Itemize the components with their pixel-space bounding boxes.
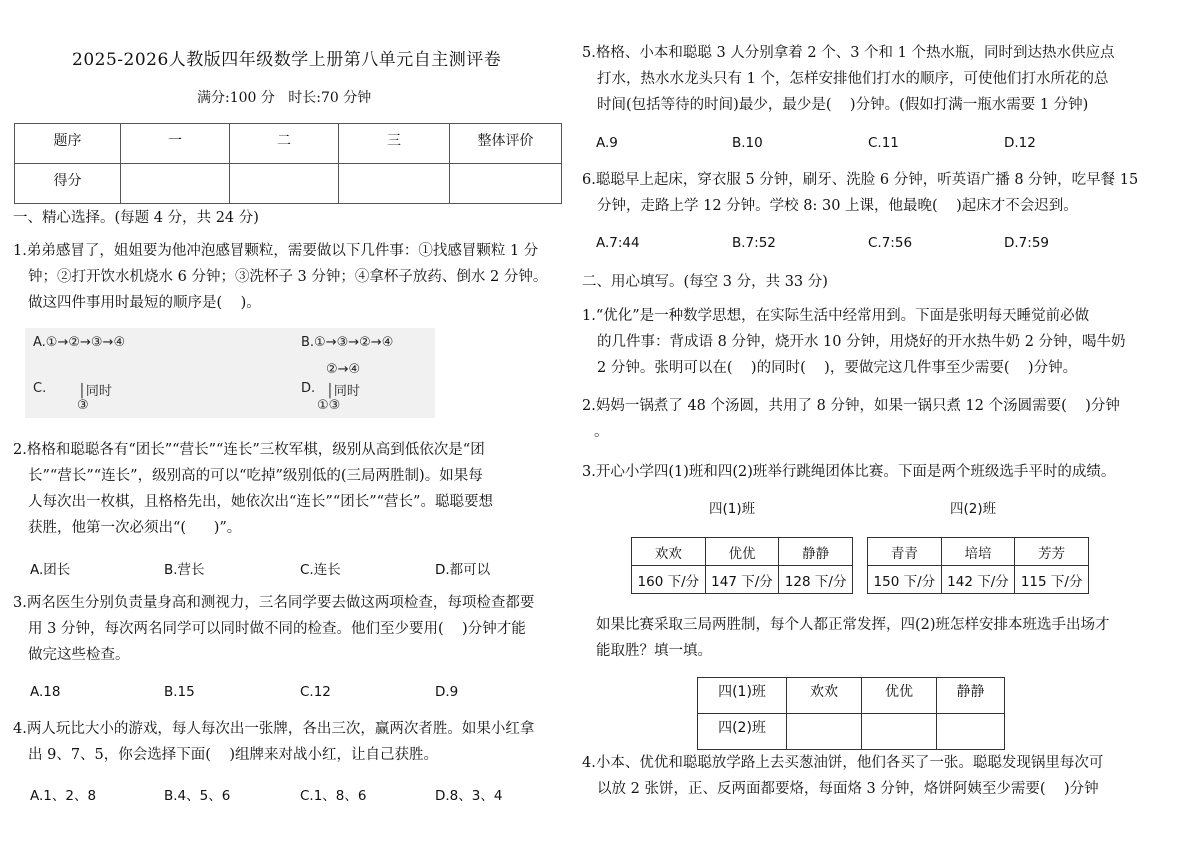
score-input-cell[interactable] xyxy=(450,164,562,204)
q5-option-c[interactable]: C.11 xyxy=(868,135,899,151)
student-score: 150 下/分 xyxy=(868,566,942,594)
student-score: 147 下/分 xyxy=(705,566,779,594)
question-line: 分钟，走路上学 12 分钟。学校 8: 30 上课，他最晚( )起床才不会迟到。 xyxy=(597,198,1078,214)
question-line: 做这四件事用时最短的顺序是( )。 xyxy=(28,295,261,311)
score-header-cell: 三 xyxy=(339,124,450,164)
q1-option-a[interactable]: A.①→②→③→④ xyxy=(33,335,126,350)
lineup-cell: 优优 xyxy=(862,678,937,714)
q5-option-d[interactable]: D.12 xyxy=(1004,135,1036,151)
score-input-cell[interactable] xyxy=(339,164,450,204)
question-3 xyxy=(13,590,534,668)
question-line: 用 3 分钟，每次两名同学可以同时做不同的检查。他们至少要用( )分钟才能 xyxy=(28,621,526,637)
lineup-answer-cell[interactable] xyxy=(862,714,937,750)
question-line: 1.弟弟感冒了，姐姐要为他冲泡感冒颗粒，需要做以下几件事：①找感冒颗粒 1 分 xyxy=(13,243,539,259)
question-line: 。 xyxy=(594,424,609,440)
question-line: 5.格格、小本和聪聪 3 人分别拿着 2 个、3 个和 1 个热水瓶，同时到达热水供应点 xyxy=(582,45,1115,61)
question-line: 2.妈妈一锅煮了 48 个汤圆，共用了 8 分钟，如果一锅只煮 12 个汤圆需要( )分钟 xyxy=(582,398,1120,414)
q6-option-c[interactable]: C.7:56 xyxy=(868,235,913,251)
lineup-cell: 欢欢 xyxy=(787,678,862,714)
q6-option-b[interactable]: B.7:52 xyxy=(732,235,776,251)
q3-option-a[interactable]: A.18 xyxy=(30,684,61,700)
question-line: 如果比赛采取三局两胜制，每个人都正常发挥，四(2)班怎样安排本班选手出场才 xyxy=(596,617,1110,633)
q6-option-a[interactable]: A.7:44 xyxy=(596,235,640,251)
q6-option-d[interactable]: D.7:59 xyxy=(1004,235,1050,251)
section1-heading: 一、精心选择。(每题 4 分，共 24 分) xyxy=(13,210,259,226)
question-line: 出 9、7、5，你会选择下面( )组牌来对战小红，让自己获胜。 xyxy=(28,747,439,763)
lineup-answer-cell[interactable] xyxy=(787,714,862,750)
question-line: 打水，热水水龙头只有 1 个，怎样安排他们打水的顺序，可使他们打水所花的总 xyxy=(597,71,1109,87)
student-name: 优优 xyxy=(705,538,779,566)
q1-option-c-bottom: ③ xyxy=(77,398,89,413)
q1-options-figure xyxy=(25,328,435,418)
fill-question-1 xyxy=(582,303,1126,381)
section2-heading: 二、用心填写。(每空 3 分，共 33 分) xyxy=(582,274,828,290)
student-name: 培培 xyxy=(941,538,1015,566)
q3-option-d[interactable]: D.9 xyxy=(435,684,459,700)
q3-option-c[interactable]: C.12 xyxy=(300,684,331,700)
question-line: 4.两人玩比大小的游戏，每人每次出一张牌，各出三次，赢两次者胜。如果小红拿 xyxy=(13,721,535,737)
question-line: 长”“营长”“连长”，级别高的可以“吃掉”级别低的(三局两胜制)。如果每 xyxy=(28,468,483,484)
question-line: 能取胜？填一填。 xyxy=(596,643,712,659)
score-header-cell: 二 xyxy=(230,124,339,164)
score-row-label: 得分 xyxy=(15,164,121,204)
q1-option-d-top: ②→④ xyxy=(326,362,361,377)
question-6 xyxy=(582,167,1138,219)
q5-option-a[interactable]: A.9 xyxy=(596,135,618,151)
q1-option-d-bottom: ①③ xyxy=(317,398,341,413)
student-score: 115 下/分 xyxy=(1015,566,1089,594)
question-line: 做完这些检查。 xyxy=(28,647,130,663)
question-5 xyxy=(582,40,1115,118)
student-name: 芳芳 xyxy=(1015,538,1089,566)
question-4 xyxy=(13,716,534,768)
q4-option-d[interactable]: D.8、3、4 xyxy=(435,788,503,804)
question-line: 1.“优化”是一种数学思想，在实际生活中经常用到。下面是张明每天睡觉前必做 xyxy=(582,308,1090,324)
q2-option-c[interactable]: C.连长 xyxy=(300,562,341,578)
score-header-cell: 整体评价 xyxy=(450,124,562,164)
student-score: 142 下/分 xyxy=(941,566,1015,594)
student-score: 160 下/分 xyxy=(632,566,706,594)
question-line: 的几件事：背成语 8 分钟，烧开水 10 分钟，用烧好的开水热牛奶 2 分钟，喝牛奶 xyxy=(597,334,1126,350)
class1-score-table xyxy=(631,537,853,594)
question-line: 人每次出一枚棋，且格格先出，她依次出“连长”“团长”“营长”。聪聪要想 xyxy=(28,494,493,510)
score-header-cell: 一 xyxy=(121,124,230,164)
q2-option-b[interactable]: B.营长 xyxy=(164,562,205,578)
student-name: 欢欢 xyxy=(632,538,706,566)
question-line: 获胜，他第一次必须出“( )”。 xyxy=(28,520,242,536)
question-line: 时间(包括等待的时间)最少，最少是( )分钟。(假如打满一瓶水需要 1 分钟) xyxy=(597,97,1089,113)
class2-title: 四(2)班 xyxy=(950,501,997,517)
question-1 xyxy=(13,238,547,316)
fill-question-3-ask xyxy=(596,612,1110,664)
question-line: 钟；②打开饮水机烧水 6 分钟；③洗杯子 3 分钟；④拿杯子放药、倒水 2 分钟。 xyxy=(28,269,548,285)
lineup-cell: 四(1)班 xyxy=(698,678,787,714)
score-input-cell[interactable] xyxy=(230,164,339,204)
question-line: 3.两名医生分别负责量身高和测视力，三名同学要去做这两项检查，每项检查都要 xyxy=(13,595,535,611)
student-name: 青青 xyxy=(868,538,942,566)
lineup-cell: 静静 xyxy=(937,678,1005,714)
q1-option-c-label[interactable]: C. xyxy=(33,381,47,396)
class1-title: 四(1)班 xyxy=(709,501,756,517)
question-line: 6.聪聪早上起床，穿衣服 5 分钟，刷牙、洗脸 6 分钟，听英语广播 8 分钟，吃早餐 15 xyxy=(582,172,1139,188)
fill-question-2 xyxy=(582,393,1120,445)
q5-option-b[interactable]: B.10 xyxy=(732,135,763,151)
q4-option-a[interactable]: A.1、2、8 xyxy=(30,788,97,804)
student-name: 静静 xyxy=(779,538,853,566)
q2-option-d[interactable]: D.都可以 xyxy=(435,562,491,578)
question-line: 4.小本、优优和聪聪放学路上去买葱油饼，他们各买了一张。聪聪发现锅里每次可 xyxy=(582,755,1104,771)
page-title: 2025-2026人教版四年级数学上册第八单元自主测评卷 xyxy=(72,50,502,70)
q1-option-b[interactable]: B.①→③→②→④ xyxy=(301,335,394,350)
q3-option-b[interactable]: B.15 xyxy=(164,684,195,700)
question-line: 2.格格和聪聪各有“团长”“营长”“连长”三枚军棋，级别从高到低依次是“团 xyxy=(13,442,485,458)
page-subtitle: 满分:100 分 时长:70 分钟 xyxy=(197,90,372,106)
q1-option-c-mid: │同时 xyxy=(78,384,112,399)
q2-option-a[interactable]: A.团长 xyxy=(30,562,71,578)
student-score: 128 下/分 xyxy=(779,566,853,594)
score-input-cell[interactable] xyxy=(121,164,230,204)
lineup-answer-cell[interactable] xyxy=(937,714,1005,750)
lineup-cell: 四(2)班 xyxy=(698,714,787,750)
fill-question-4 xyxy=(582,750,1103,802)
q4-option-c[interactable]: C.1、8、6 xyxy=(300,788,367,804)
score-table xyxy=(14,123,562,204)
q1-option-d-label[interactable]: D. xyxy=(301,381,316,396)
score-header-cell: 题序 xyxy=(15,124,121,164)
lineup-table xyxy=(697,677,1005,750)
question-2 xyxy=(13,437,493,541)
class2-score-table xyxy=(867,537,1089,594)
question-line: 2 分钟。张明可以在( )的同时( )，要做完这几件事至少需要( )分钟。 xyxy=(597,360,1078,376)
question-line: 以放 2 张饼，正、反两面都要烙，每面烙 3 分钟，烙饼阿姨至少需要( )分钟 xyxy=(597,781,1099,797)
q4-option-b[interactable]: B.4、5、6 xyxy=(164,788,231,804)
fill-question-3: 3.开心小学四(1)班和四(2)班举行跳绳团体比赛。下面是两个班级选手平时的成绩。 xyxy=(582,464,1116,480)
q1-option-d-mid: │同时 xyxy=(326,384,360,399)
